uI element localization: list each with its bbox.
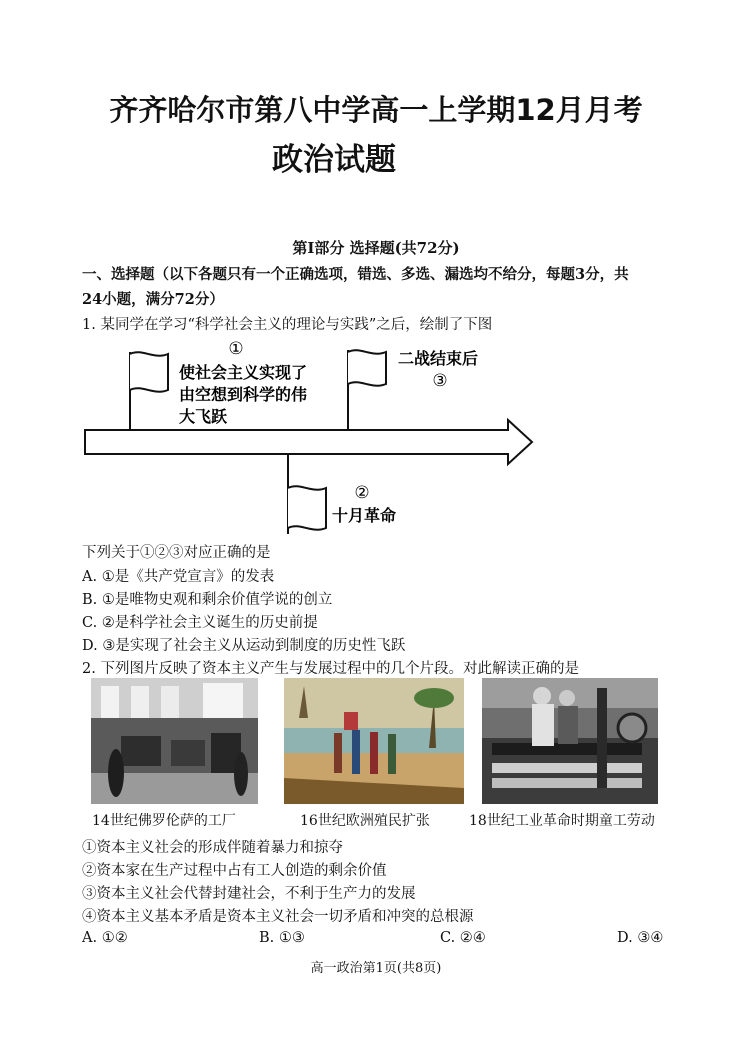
flag-icon [288, 486, 326, 529]
q1-option-b: B. ①是唯物史观和剩余价值学说的创立 [82, 592, 333, 608]
flag1-text-line1: 使社会主义实现了 [179, 363, 308, 382]
flag3-text: 二战结束后 [398, 349, 479, 368]
q1-option-a: A. ①是《共产党宣言》的发表 [82, 569, 275, 585]
section-instruction-line2: 24小题，满分72分） [82, 291, 224, 308]
caption-factory: 14世纪佛罗伦萨的工厂 [92, 813, 236, 829]
q1-stem: 1. 某同学在学习“科学社会主义的理论与实践”之后，绘制了下图 [82, 317, 493, 333]
q1-option-d: D. ③是实现了社会主义从运动到制度的历史性飞跃 [82, 638, 406, 654]
child-labor-photo [482, 678, 658, 804]
q1-option-c: C. ②是科学社会主义诞生的历史前提 [82, 615, 318, 631]
part-title: 第Ⅰ部分 选择题(共72分) [292, 239, 460, 257]
q2-option-a: A. ①② [82, 930, 128, 946]
q1-prompt: 下列关于①②③对应正确的是 [82, 545, 271, 561]
colonial-expansion-painting [284, 678, 464, 804]
q2-stem: 2. 下列图片反映了资本主义产生与发展过程中的几个片段。对此解读正确的是 [82, 661, 579, 677]
flag1-text-line2: 由空想到科学的伟 [179, 385, 308, 404]
flag-icon [348, 350, 386, 385]
q2-option-c: C. ②④ [440, 930, 486, 946]
timeline-arrow [85, 420, 532, 464]
flag2-text: 十月革命 [332, 506, 397, 525]
section-instruction-line1: 一、选择题（以下各题只有一个正确选项，错选、多选、漏选均不给分，每题3分，共 [82, 266, 629, 283]
q2-statement-1: ①资本主义社会的形成伴随着暴力和掠夺 [82, 840, 343, 856]
q2-statement-3: ③资本主义社会代替封建社会，不利于生产力的发展 [82, 886, 416, 902]
caption-child-labor: 18世纪工业革命时期童工劳动 [469, 813, 655, 829]
q1-timeline-diagram [80, 338, 540, 538]
flag1-number: ① [228, 339, 244, 359]
q2-statement-2: ②资本家在生产过程中占有工人创造的剩余价值 [82, 863, 387, 879]
factory-photo [91, 678, 258, 804]
exam-subject: 政治试题 [272, 142, 396, 178]
flag3-number: ③ [432, 371, 448, 391]
exam-title: 齐齐哈尔市第八中学高一上学期12月月考 [109, 93, 643, 127]
q2-statement-4: ④资本主义基本矛盾是资本主义社会一切矛盾和冲突的总根源 [82, 909, 474, 925]
q2-option-d: D. ③④ [617, 930, 664, 946]
flag2-number: ② [354, 483, 370, 503]
flag-icon [130, 352, 168, 391]
flag1-text-line3: 大飞跃 [179, 407, 228, 426]
q2-option-b: B. ①③ [259, 930, 305, 946]
caption-colonial: 16世纪欧洲殖民扩张 [300, 813, 430, 829]
page-footer: 高一政治第1页(共8页) [310, 961, 442, 976]
